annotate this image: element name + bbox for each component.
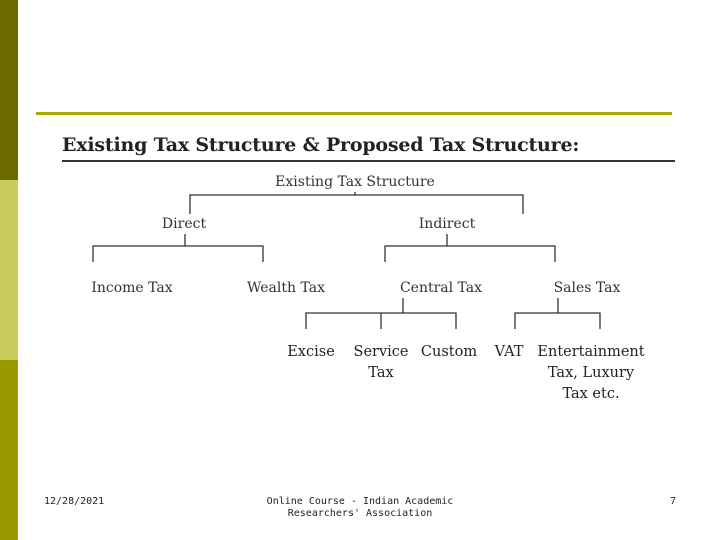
node-service-tax-line1: Service <box>353 344 409 360</box>
connector-root-branch <box>190 195 523 214</box>
connector-indirect-branch <box>385 246 555 262</box>
footer-course <box>260 496 460 520</box>
connector-sales-branch <box>515 313 600 329</box>
node-custom: Custom <box>420 344 478 360</box>
node-entertainment-line2: Tax, Luxury <box>547 365 635 381</box>
node-wealth-tax: Wealth Tax <box>247 280 325 296</box>
node-entertainment-tax <box>537 342 644 405</box>
node-excise: Excise <box>287 344 335 360</box>
node-direct: Direct <box>161 216 207 232</box>
node-income-tax: Income Tax <box>91 280 173 296</box>
footer-page-number: 7 <box>670 496 677 507</box>
node-service-tax-line2: Tax <box>368 365 394 381</box>
node-vat: VAT <box>494 344 524 360</box>
footer-date: 12/28/2021 <box>44 496 105 507</box>
slide-title: Existing Tax Structure & Proposed Tax Structure: <box>62 134 580 156</box>
footer-course-line1: Online Course - Indian Academic <box>266 496 454 507</box>
node-service-tax <box>354 342 409 384</box>
footer-course-line2: Researchers' Association <box>287 508 433 519</box>
node-indirect: Indirect <box>418 216 476 232</box>
node-entertainment-line1: Entertainment <box>537 344 645 360</box>
node-sales-tax: Sales Tax <box>553 280 621 296</box>
node-entertainment-line3: Tax etc. <box>562 386 620 402</box>
connector-direct-branch <box>93 246 263 262</box>
node-existing-tax-structure: Existing Tax Structure <box>275 174 435 190</box>
node-central-tax: Central Tax <box>399 280 483 296</box>
